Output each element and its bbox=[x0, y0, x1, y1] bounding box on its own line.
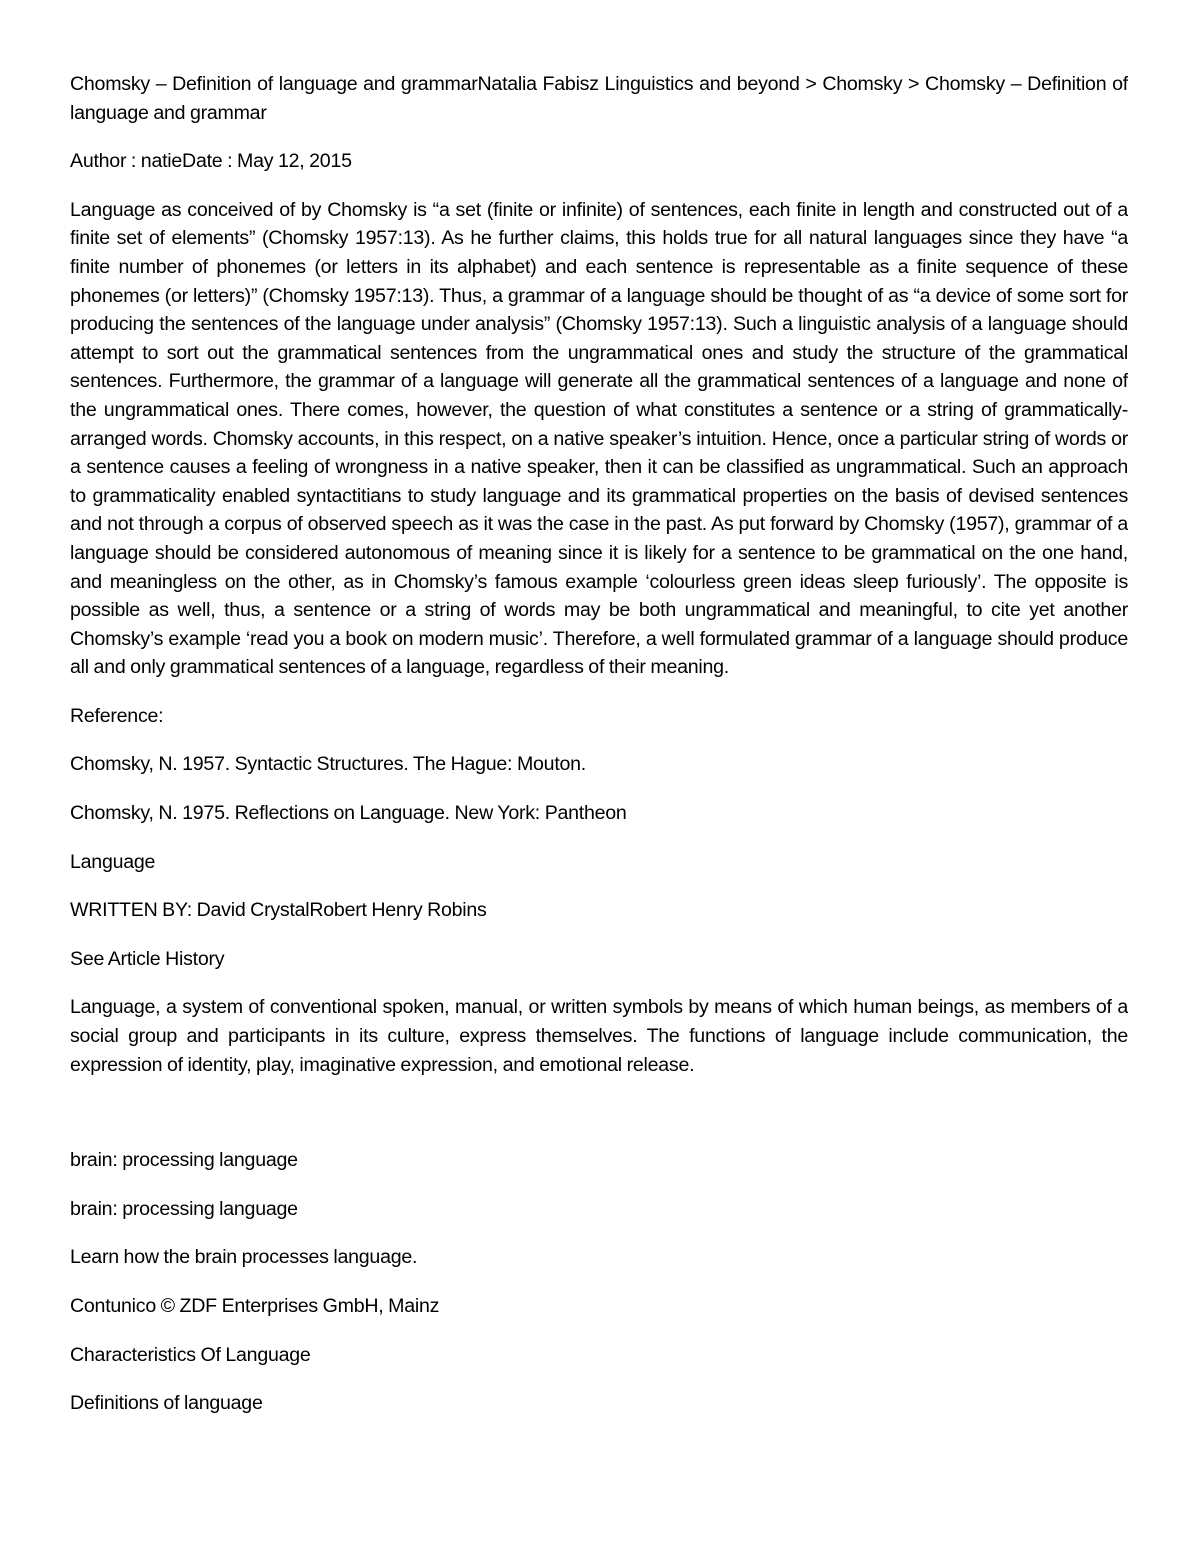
media-caption: brain: processing language bbox=[70, 1149, 298, 1172]
reference-heading: Reference: bbox=[70, 704, 164, 727]
media-caption: brain: processing language bbox=[70, 1197, 298, 1220]
document-title: Chomsky – Definition of language and grammarNatalia Fabisz Linguistics and beyond > Chomsky > Chomsky – Definition of language and grammar bbox=[70, 73, 1128, 124]
reference-item: Chomsky, N. 1957. Syntactic Structures. The Hague: Mouton. bbox=[70, 753, 586, 776]
author-date-line: Author : natieDate : May 12, 2015 bbox=[70, 150, 352, 173]
definition-paragraph: Language, a system of conventional spoken, manual, or written symbols by means of which human beings, as members of a social group and participants in its culture, express themselves. The functions of language include communication, the expression of identity, play, imaginative expression, and emotional release. bbox=[70, 996, 1128, 1076]
characteristics-heading: Characteristics Of Language bbox=[70, 1343, 311, 1366]
written-by-line: WRITTEN BY: David CrystalRobert Henry Robins bbox=[70, 899, 487, 922]
reference-item: Chomsky, N. 1975. Reflections on Language. New York: Pantheon bbox=[70, 802, 627, 825]
article-history-link[interactable]: See Article History bbox=[70, 947, 225, 970]
media-description: Learn how the brain processes language. bbox=[70, 1246, 418, 1269]
document-page bbox=[70, 70, 1128, 1530]
definitions-heading: Definitions of language bbox=[70, 1392, 263, 1415]
main-paragraph: Language as conceived of by Chomsky is “a set (finite or infinite) of sentences, each finite in length and constructed out of a finite set of elements” (Chomsky 1957:13). As he further claims, this holds true for all natural languages since they have “a finite number of phonemes (or letters in its alphabet) and each sentence is representable as a finite sequence of these phonemes (or letters)” (Chomsky 1957:13). Thus, a grammar of a language should be thought of as “a device of some sort for producing the sentences of the language under analysis” (Chomsky 1957:13). Such a linguistic analysis of a language should attempt to sort out the grammatical sentences from the ungrammatical ones and study the structure of the grammatical sentences. Furthermore, the grammar of a language will generate all the grammatical sentences of a language and none of the ungrammatical ones. There comes, however, the question of what constitutes a sentence or a string of grammatically-arranged words. Chomsky accounts, in this respect, on a native speaker’s intuition. Hence, once a particular string of words or a sentence causes a feeling of wrongness in a native speaker, then it can be classified as ungrammatical. Such an approach to grammaticality enabled syntactitians to study language and its grammatical properties on the basis of devised sentences and not through a corpus of observed speech as it was the case in the past. As put forward by Chomsky (1957), grammar of a language should be considered autonomous of meaning since it is likely for a sentence to be grammatical on the one hand, and meaningless on the other, as in Chomsky’s famous example ‘colourless green ideas sleep furiously’. The opposite is possible as well, thus, a sentence or a string of words may be both ungrammatical and meaningful, to cite yet another Chomsky’s example ‘read you a book on modern music’. Therefore, a well formulated grammar of a language should produce all and only grammatical sentences of a language, regardless of their meaning. bbox=[70, 198, 1128, 679]
media-credit: Contunico © ZDF Enterprises GmbH, Mainz bbox=[70, 1295, 440, 1317]
section-title: Language bbox=[70, 850, 156, 873]
